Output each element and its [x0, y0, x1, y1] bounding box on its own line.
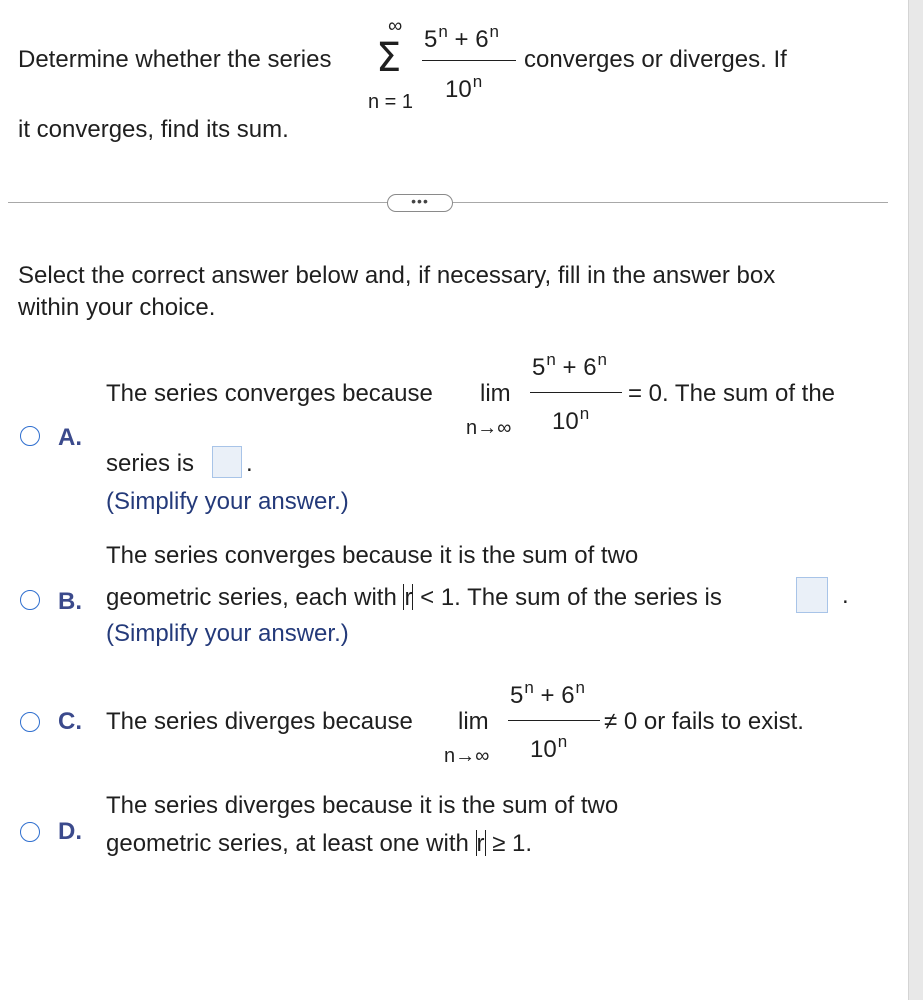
option-c-fraction-bar — [508, 720, 600, 721]
option-a-fraction-bar — [530, 392, 622, 393]
option-b-hint: (Simplify your answer.) — [106, 620, 349, 647]
option-b-line1: The series converges because it is the sum of two — [106, 542, 639, 569]
option-c-text: The series diverges because — [106, 708, 413, 735]
option-b-radio[interactable] — [20, 590, 40, 610]
option-d-letter: D. — [58, 818, 82, 845]
option-d-line2: geometric series, at least one with r ≥ 1. — [106, 830, 533, 857]
option-c-lim: lim — [458, 708, 489, 735]
expand-button[interactable]: ••• — [387, 194, 453, 212]
option-a-text: The series converges because — [106, 380, 433, 407]
option-d-line1: The series diverges because it is the sum of two — [106, 792, 619, 819]
option-c-denominator: 10$^n$ — [530, 732, 568, 763]
term-numerator: 5$^n$ + 6$^n$ — [424, 22, 500, 53]
option-c-radio[interactable] — [20, 712, 40, 732]
option-b-answer-box[interactable] — [796, 577, 828, 613]
option-a-hint: (Simplify your answer.) — [106, 488, 349, 515]
option-c-lim-sub: n→∞ — [444, 745, 490, 767]
question-suffix: converges or diverges. If — [524, 46, 787, 73]
fraction-bar — [422, 60, 516, 61]
option-b-period: . — [842, 582, 849, 609]
option-a-letter: A. — [58, 424, 82, 451]
option-a-text-after: = 0. The sum of the — [628, 380, 836, 407]
option-a-answer-box[interactable] — [212, 446, 242, 478]
sum-upper-limit: ∞ — [388, 15, 403, 37]
option-d-radio[interactable] — [20, 822, 40, 842]
option-a-lim-sub: n→∞ — [466, 417, 512, 439]
option-a-radio[interactable] — [20, 426, 40, 446]
option-a-numerator: 5$^n$ + 6$^n$ — [532, 350, 608, 381]
sigma-symbol: Σ — [376, 35, 402, 81]
option-b-line2: geometric series, each with r < 1. The sum of the series is — [106, 584, 722, 611]
option-b-letter: B. — [58, 588, 82, 615]
option-a-denominator: 10$^n$ — [552, 404, 590, 435]
term-denominator: 10$^n$ — [445, 72, 483, 103]
instruction-line1: Select the correct answer below and, if necessary, fill in the answer box — [18, 262, 776, 289]
option-a-line2: series is — [106, 450, 195, 477]
question-prefix: Determine whether the series — [18, 46, 332, 73]
question-line2: it converges, find its sum. — [18, 116, 289, 143]
instruction-line2: within your choice. — [18, 294, 216, 321]
option-c-letter: C. — [58, 708, 82, 735]
option-c-numerator: 5$^n$ + 6$^n$ — [510, 678, 586, 709]
sum-lower-limit: n = 1 — [368, 91, 414, 113]
option-c-text-after: ≠ 0 or fails to exist. — [604, 708, 804, 735]
scrollbar[interactable] — [908, 0, 923, 1000]
option-a-period: . — [246, 450, 253, 477]
option-a-lim: lim — [480, 380, 511, 407]
